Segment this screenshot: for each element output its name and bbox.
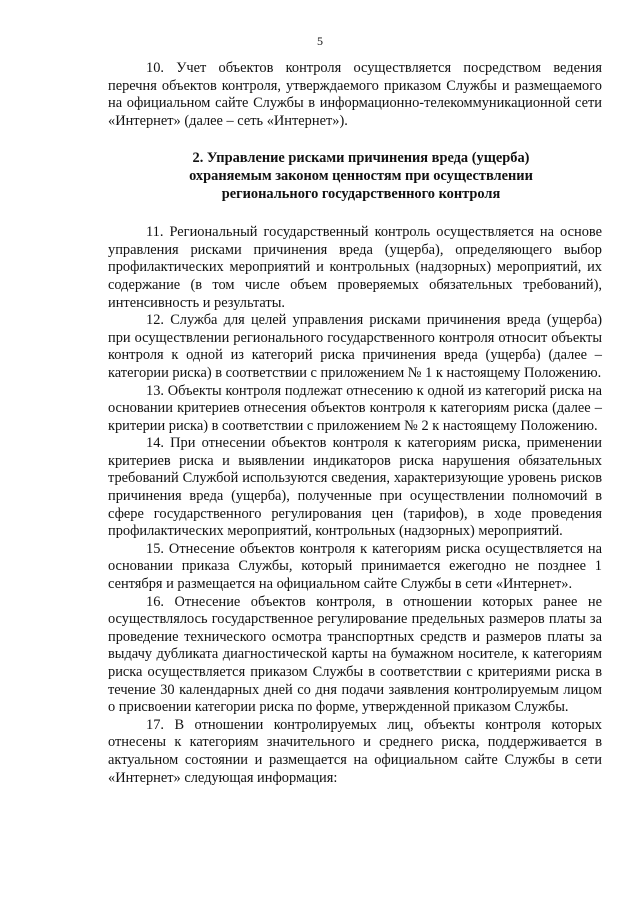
- paragraph-11: 11. Региональный государственный контроль осуществляется на основе управления рисками причинения вреда (ущерба), определяющего выбор профилактических мероприятий и контрольных (надзорных) мероприятий, их содержание (в том числе объем проверяемых обязательных требований), интенсивность и результаты.: [108, 224, 602, 311]
- paragraph-13: 13. Объекты контроля подлежат отнесению к одной из категорий риска на основании критериев отнесения объектов контроля к категориям риска (далее – критерии риска) в соответствии с приложением № 2 к настоящему Положению.: [108, 382, 602, 434]
- paragraph-12: 12. Служба для целей управления рисками причинения вреда (ущерба) при осуществлении регионального государственного контроля относит объекты контроля к одной из категорий риска причинения вреда (ущерба) (далее – категории риска) в соответствии с приложением № 1 к настоящему Положению.: [108, 312, 602, 381]
- page-number: 5: [317, 34, 323, 48]
- paragraph-16: 16. Отнесение объектов контроля, в отношении которых ранее не осуществлялось государственное регулирование предельных размеров платы за проведение технического осмотра транспортных средств и размеров платы за выдачу дубликата диагностической карты на бумажном носителе, к категориям риска осуществляется приказом Службы в соответствии с критериями риска в течение 30 календарных дней со дня подачи заявления контролируемым лицом о присвоении категории риска по форме, утвержденной приказом Службы.: [108, 593, 602, 716]
- paragraph-14: 14. При отнесении объектов контроля к категориям риска, применении критериев риска и выявлении индикаторов риска нарушения обязательных требований Службой используются сведения, характеризующие уровень рисков причинения вреда (ущерба), полученные при осуществлении полномочий в сфере государственного регулирования цен (тарифов), в ходе проведения профилактических мероприятий, контрольных (надзорных) мероприятий.: [108, 435, 602, 540]
- section-heading: 2. Управление рисками причинения вреда (ущерба) охраняемым законом ценностям при осуществлении регионального государственного контроля: [189, 150, 533, 202]
- paragraph-10: 10. Учет объектов контроля осуществляется посредством ведения перечня объектов контроля, утверждаемого приказом Службы и размещаемого на официальном сайте Службы в информационно-телекоммуникационной сети «Интернет» (далее – сеть «Интернет»).: [108, 60, 602, 129]
- paragraph-15: 15. Отнесение объектов контроля к категориям риска осуществляется на основании приказа Службы, который принимается ежегодно не позднее 1 сентября и размещается на официальном сайте Службы в сети «Интернет».: [108, 540, 602, 593]
- document-body: [108, 60, 602, 787]
- paragraph-17: 17. В отношении контролируемых лиц, объекты контроля которых отнесены к категориям значительного и среднего риска, поддерживается в актуальном состоянии и размещается на официальном сайте Службы в сети «Интернет» следующая информация:: [108, 716, 602, 786]
